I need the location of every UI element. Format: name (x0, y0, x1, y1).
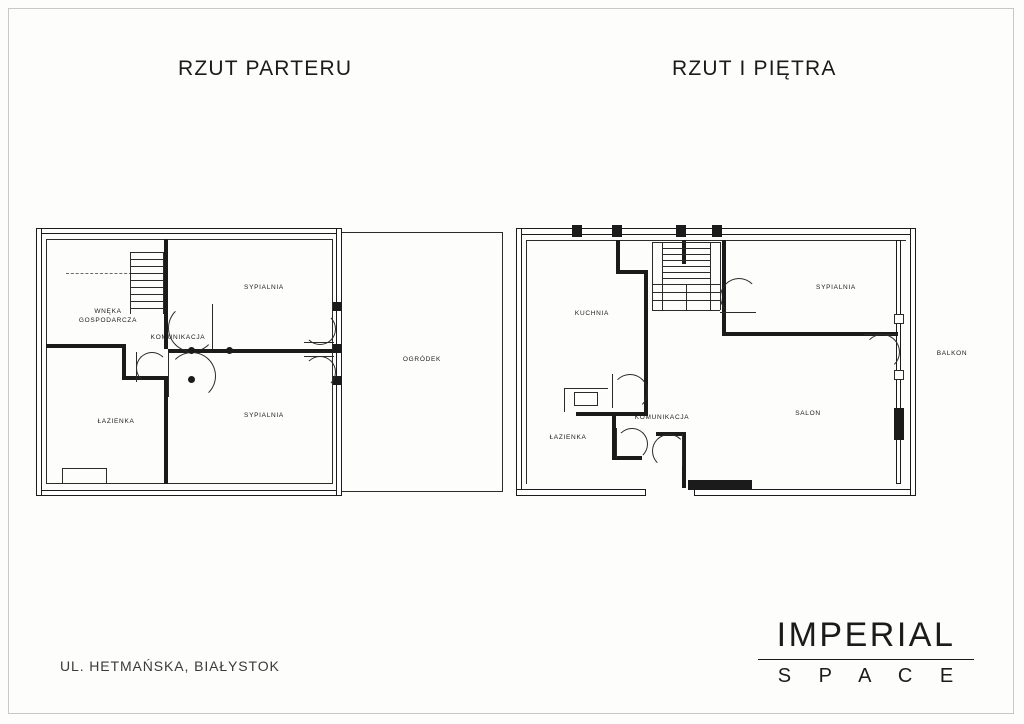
door-leaf-corridor-lower (168, 352, 169, 397)
room-label-komunikacja: KOMUNIKACJA (634, 414, 690, 421)
room-label-sypialnia: SYPIALNIA (816, 284, 856, 291)
door-block-right-mid (333, 344, 342, 353)
window-block-top-mid (612, 225, 622, 237)
door-arc-bathroom (136, 352, 168, 384)
room-label-balkon: BALKON (936, 350, 968, 357)
wall-inner-bottom-face (46, 483, 332, 484)
room-label-sypialnia-upper: SYPIALNIA (244, 284, 284, 291)
door-arc-balcony (864, 334, 900, 370)
stair-outline-box-bottom (652, 310, 720, 311)
room-label-sypialnia-lower: SYPIALNIA (244, 412, 284, 419)
garden-outline-bottom (342, 491, 502, 492)
wall-outer-bottom (36, 490, 342, 496)
project-address: UL. HETMAŃSKA, BIAŁYSTOK (60, 658, 280, 674)
wall-outer-left (516, 228, 522, 496)
window-bottom-left-b (62, 468, 63, 484)
partition-horizontal-left (46, 344, 126, 348)
corridor-node (188, 347, 195, 354)
door-leaf-terrace-right (304, 356, 334, 357)
door-arc-upper-bedroom (168, 304, 216, 352)
brand-logo-subname: S P A C E (777, 665, 965, 687)
window-block-top-left (572, 225, 582, 237)
reference-dashed-line (66, 273, 132, 274)
wall-outer-top (36, 228, 342, 234)
door-leaf-stair-landing (720, 312, 756, 313)
door-block-right-upper (333, 302, 342, 311)
stair-step (131, 266, 163, 267)
garden-outline-right (502, 232, 503, 492)
room-label-kuchnia: KUCHNIA (574, 310, 610, 317)
wall-inner-left-face (526, 240, 527, 484)
garden-outline-top (342, 232, 502, 233)
stair-step (131, 294, 163, 295)
door-leaf-bathroom (136, 352, 137, 382)
wall-outer-left (36, 228, 42, 496)
stair-step (662, 260, 710, 261)
door-arc-entry-right (304, 313, 336, 345)
stair-step (131, 273, 163, 274)
balcony-wall-stub (894, 408, 904, 440)
ground-floor-plan (36, 228, 506, 496)
door-leaf-upper-bedroom (212, 304, 213, 349)
wall-inner-left-face (46, 239, 47, 484)
partition-vertical-bathroom (122, 344, 126, 380)
stair-step (662, 266, 710, 267)
stair-arrow (686, 284, 687, 310)
room-label-wneka-gospodarcza: WNĘKA GOSPODARCZA (78, 308, 138, 324)
brand-logo (756, 618, 976, 686)
stairwell-wall-vertical (644, 270, 648, 394)
stair-step (662, 278, 710, 279)
wall-outer-right (336, 228, 342, 496)
door-arc-stair-landing (720, 278, 758, 316)
stair-step (662, 254, 710, 255)
door-leaf-entry-right (304, 342, 334, 343)
stair-step (662, 248, 710, 249)
wall-inner-top-face (46, 239, 332, 240)
door-leaf-bathroom (616, 428, 617, 458)
window-bottom-left (62, 468, 106, 469)
wall-outer-bottom-left (516, 489, 646, 496)
stairwell-wall-right-2 (722, 240, 726, 278)
door-leaf-kitchen (612, 374, 613, 408)
door-arc-kitchen (612, 374, 648, 410)
room-label-salon: SALON (795, 410, 821, 417)
balcony-post-lower (894, 370, 904, 380)
stair-outline-top (130, 252, 164, 253)
door-arc-corridor (652, 434, 686, 468)
wall-outer-right (910, 228, 916, 496)
stair-step (662, 272, 710, 273)
stairwell-wall-left (616, 240, 620, 274)
window-block-top-far-right (712, 225, 722, 237)
window-block-top-right (676, 225, 686, 237)
door-arc-terrace-right (304, 356, 336, 388)
brand-logo-divider (758, 659, 974, 660)
stair-outline-right (163, 252, 164, 314)
stair-step (131, 287, 163, 288)
brand-logo-name: IMPERIAL (776, 616, 956, 654)
kitchen-counter-line (564, 388, 565, 412)
window-bottom-left-c (106, 468, 107, 484)
door-leaf-corridor (682, 434, 683, 466)
plan-title-ground-floor: RZUT PARTERU (178, 57, 353, 80)
first-floor-plan (516, 222, 996, 500)
room-label-lazienka: ŁAZIENKA (549, 434, 587, 441)
room-label-lazienka: ŁAZIENKA (97, 418, 135, 425)
balcony-post-upper (894, 314, 904, 324)
entry-block-bottom (688, 480, 752, 490)
stair-step (131, 301, 163, 302)
door-leaf-balcony (864, 334, 898, 335)
wall-outer-bottom-right (694, 489, 916, 496)
stair-step (131, 259, 163, 260)
corridor-node-2 (226, 347, 233, 354)
kitchen-sink (574, 392, 598, 406)
corridor-node-3 (188, 376, 195, 383)
wall-inner-top-face (526, 240, 906, 241)
stair-outline-left (130, 252, 131, 314)
corridor-axis-line (191, 350, 333, 352)
room-label-komunikacja: KOMUNIKACJA (150, 334, 206, 341)
kitchen-counter-top (564, 388, 608, 389)
stair-step (131, 280, 163, 281)
room-label-ogrodek: OGRÓDEK (402, 356, 442, 363)
partition-vertical-center (164, 239, 168, 349)
plan-title-first-floor: RZUT I PIĘTRA (672, 57, 837, 80)
door-arc-bathroom (616, 428, 648, 460)
